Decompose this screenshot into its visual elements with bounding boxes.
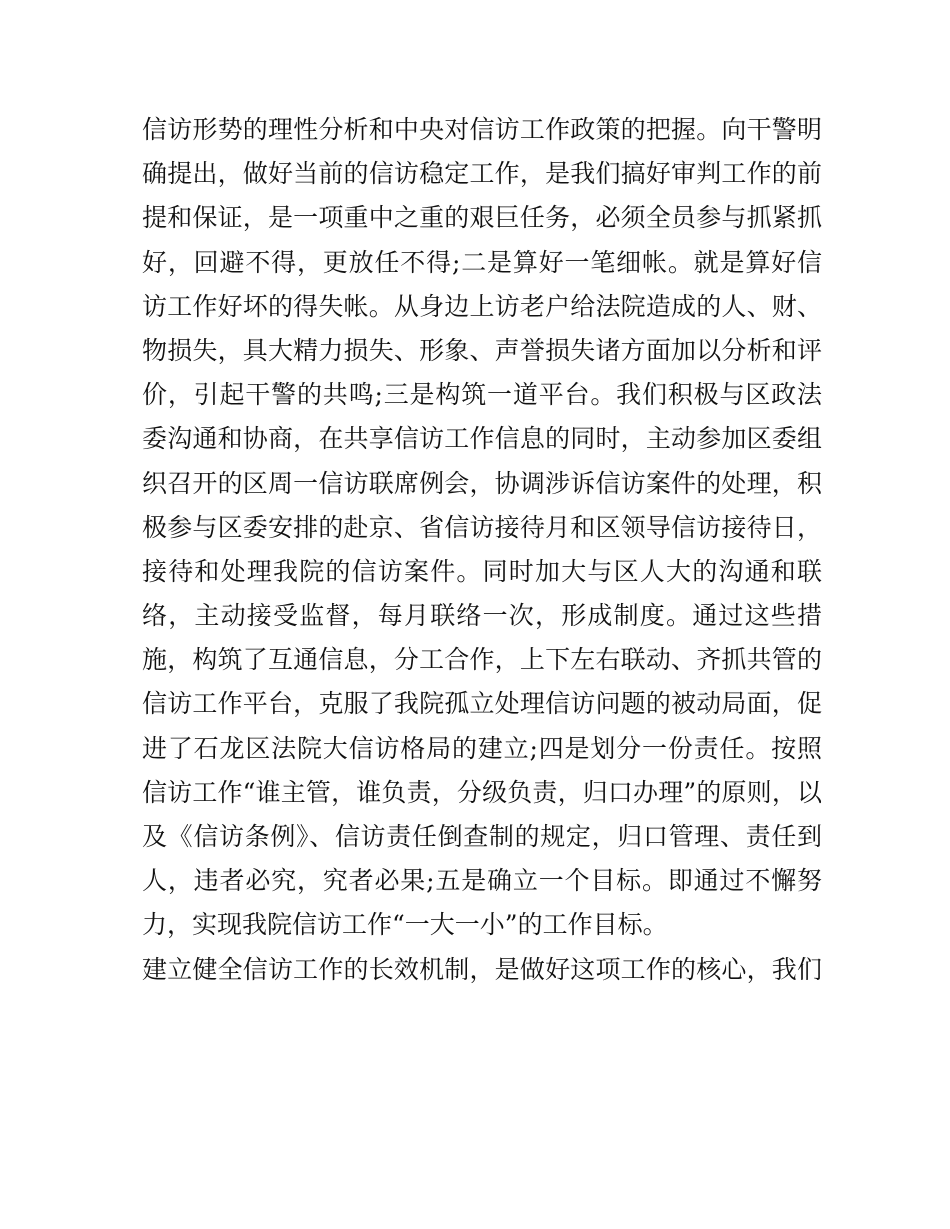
- text-line: 委沟通和协商，在共享信访工作信息的同时，主动参加区委组: [142, 424, 822, 454]
- body-text: [142, 108, 822, 992]
- text-line: 信访工作平台，克服了我院孤立处理信访问题的被动局面，促: [142, 689, 822, 719]
- text-line: 接待和处理我院的信访案件。同时加大与区人大的沟通和联: [142, 556, 822, 586]
- text-line: 建立健全信访工作的长效机制，是做好这项工作的核心，我们: [142, 954, 822, 984]
- text-line: 物损失，具大精力损失、形象、声誉损失诸方面加以分析和评: [142, 335, 822, 365]
- paragraph-end-line: 力，实现我院信访工作“一大一小”的工作目标。: [142, 910, 668, 940]
- text-line: 信访形势的理性分析和中央对信访工作政策的把握。向干警明: [142, 115, 822, 144]
- text-line: 进了石龙区法院大信访格局的建立;四是划分一份责任。按照: [142, 733, 822, 763]
- text-line: 信访工作“谁主管，谁负责，分级负责，归口办理”的原则，以: [142, 777, 822, 807]
- text-line: 价，引起干警的共鸣;三是构筑一道平台。我们积极与区政法: [142, 380, 822, 410]
- text-line: 极参与区委安排的赴京、省信访接待月和区领导信访接待日，: [142, 512, 822, 542]
- text-line: 确提出，做好当前的信访稳定工作，是我们搞好审判工作的前: [142, 159, 822, 189]
- text-line: 人，违者必究，究者必果;五是确立一个目标。即通过不懈努: [142, 866, 822, 896]
- text-line: 织召开的区周一信访联席例会，协调涉诉信访案件的处理，积: [142, 468, 822, 498]
- text-line: 施，构筑了互通信息，分工合作，上下左右联动、齐抓共管的: [142, 645, 822, 675]
- text-line: 提和保证，是一项重中之重的艰巨任务，必须全员参与抓紧抓: [142, 203, 822, 233]
- text-line: 访工作好坏的得失帐。从身边上访老户给法院造成的人、财、: [142, 291, 822, 321]
- text-line: 好，回避不得，更放任不得;二是算好一笔细帐。就是算好信: [142, 247, 822, 277]
- text-line: 及《信访条例》、信访责任倒查制的规定，归口管理、责任到: [142, 822, 822, 851]
- text-line: 络，主动接受监督，每月联络一次，形成制度。通过这些措: [142, 601, 822, 631]
